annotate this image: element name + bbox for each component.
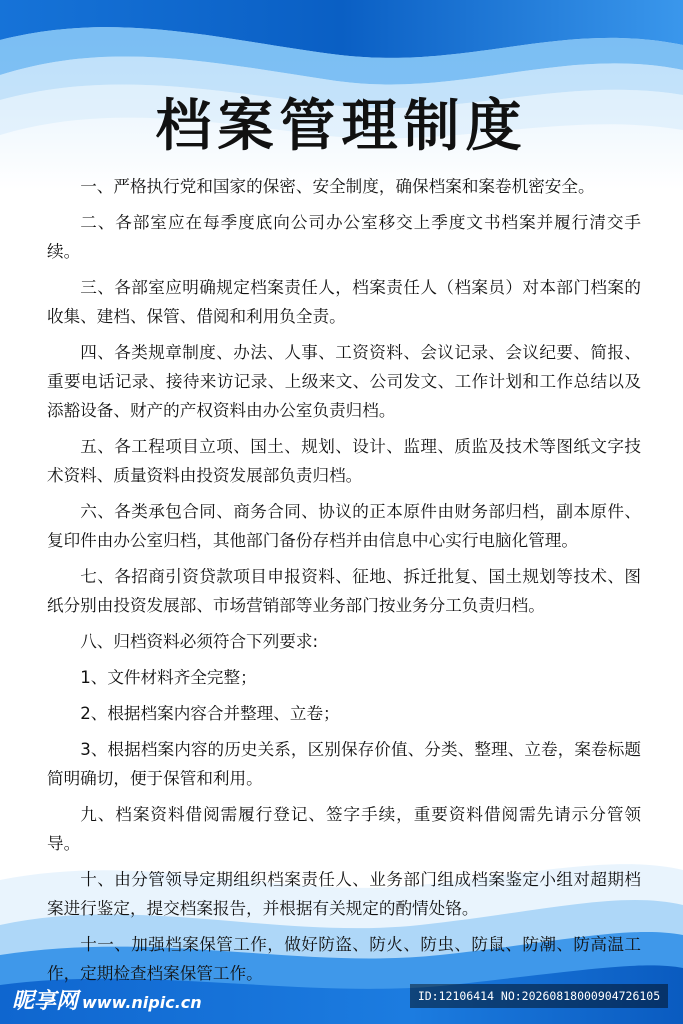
page-title: 档案管理制度 [155, 94, 528, 159]
regulation-item-3: 三、各部室应明确规定档案责任人，档案责任人（档案员）对本部门档案的收集、建档、保管、借阅和利用负全责。 [47, 278, 641, 326]
site-url: www.nipic.cn [82, 993, 202, 1012]
image-id-watermark: ID:12106414 NO:20260818000904726105 [410, 984, 668, 1008]
regulation-item-5: 五、各工程项目立项、国土、规划、设计、监理、质监及技术等图纸文字技术资料、质量资料由投资发展部负责归档。 [47, 437, 641, 485]
regulation-item-4: 四、各类规章制度、办法、人事、工资资料、会议记录、会议纪要、简报、重要电话记录、接待来访记录、上级来文、公司发文、工作计划和工作总结以及添豁设备、财产的产权资料由办公室负责归档。 [47, 343, 641, 420]
regulation-item-1: 一、严格执行党和国家的保密、安全制度，确保档案和案卷机密安全。 [80, 177, 595, 196]
regulation-item-8: 八、归档资料必须符合下列要求: [80, 632, 319, 651]
regulation-item-6: 六、各类承包合同、商务合同、协议的正本原件由财务部归档，副本原件、复印件由办公室归档，其他部门备份存档并由信息中心实行电脑化管理。 [47, 502, 641, 550]
requirement-3: 3、根据档案内容的历史关系，区别保存价值、分类、整理、立卷，案卷标题简明确切，便于保管和利用。 [47, 740, 641, 788]
regulation-item-7: 七、各招商引资贷款项目申报资料、征地、拆迁批复、国土规划等技术、图纸分别由投资发展部、市场营销部等业务部门按业务分工负责归档。 [47, 567, 641, 615]
regulation-item-2: 二、各部室应在每季度底向公司办公室移交上季度文书档案并履行清交手续。 [47, 213, 641, 261]
requirement-1: 1、文件材料齐全完整； [80, 668, 257, 687]
site-watermark [12, 984, 202, 1015]
site-name: 昵享网 [12, 989, 79, 1014]
regulation-item-9: 九、档案资料借阅需履行登记、签字手续，重要资料借阅需先请示分管领导。 [47, 805, 641, 853]
regulation-item-11: 十一、加强档案保管工作，做好防盗、防火、防虫、防鼠、防潮、防高温工作，定期检查档案保管工作。 [47, 935, 641, 983]
requirement-2: 2、根据档案内容合并整理、立卷； [80, 704, 340, 723]
regulation-item-10: 十、由分管领导定期组织档案责任人、业务部门组成档案鉴定小组对超期档案进行鉴定，提交档案报告，并根据有关规定的酌情处铬。 [47, 870, 641, 918]
regulation-body [47, 172, 641, 988]
